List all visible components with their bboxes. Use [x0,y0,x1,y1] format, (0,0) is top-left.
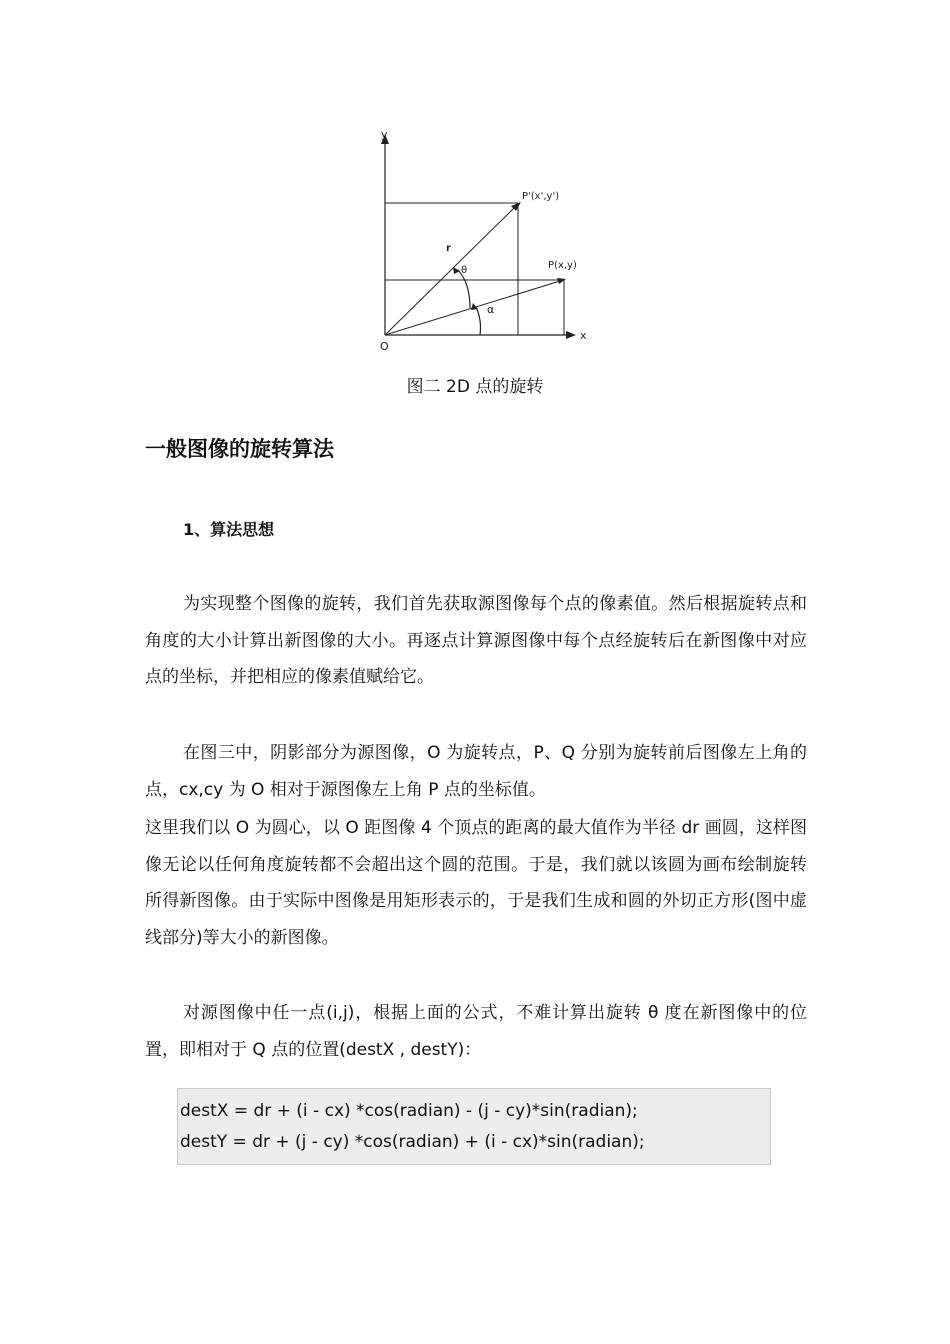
section-heading: 一般图像的旋转算法 [145,437,334,461]
alpha-arc [476,307,481,335]
theta-arc-arrowhead [453,267,460,274]
theta-label: θ [461,265,468,276]
rotation-diagram [360,120,600,360]
paragraph-figure-three: 在图三中，阴影部分为源图像，O 为旋转点，P、Q 分别为旋转前后图像左上角的点，cx,cy 为 O 相对于源图像左上角 P 点的坐标值。 [145,743,807,800]
code-line-desty: destY = dr + (j - cy) *cos(radian) + (i - cx)*sin(radian); [180,1132,645,1152]
paragraph-algorithm-idea: 为实现整个图像的旋转，我们首先获取源图像每个点的像素值。然后根据旋转点和角度的大小计算出新图像的大小。再逐点计算源图像中每个点经旋转后在新图像中对应点的坐标，并把相应的像素值赋给它。 [145,594,807,687]
paragraph-dest-position: 对源图像中任一点(i,j)，根据上面的公式，不难计算出旋转 θ 度在新图像中的位置，即相对于 Q 点的位置(destX , destY)： [145,1003,807,1060]
r-label: r [446,243,451,254]
section-subheading: 1、算法思想 [183,520,275,539]
x-axis-label: x [580,329,587,342]
origin-label: O [380,340,389,353]
vector-op-prime [385,207,515,335]
p-arrowhead [557,278,566,284]
paragraph-circle-canvas: 这里我们以 O 为圆心，以 O 距图像 4 个顶点的距离的最大值作为半径 dr 画圆，这样图像无论以任何角度旋转都不会超出这个圆的范围。于是，我们就以该圆为画布绘制旋转所得新图像。由于实际中图像是用矩形表示的，于是我们生成和圆的外切正方形(图中虚线部分)等大小的新图像。 [145,818,807,948]
alpha-label: α [487,303,495,316]
code-block [177,1088,771,1165]
figure-caption: 图二 2D 点的旋转 [406,377,544,397]
y-axis-label: y [381,128,388,141]
p-label: P(x,y) [548,260,577,271]
x-axis-arrowhead [566,331,576,339]
rotation-diagram-svg [360,120,600,360]
p-prime-label: P'(x',y') [522,191,560,202]
code-line-destx: destX = dr + (i - cx) *cos(radian) - (j - cy)*sin(radian); [180,1101,638,1121]
